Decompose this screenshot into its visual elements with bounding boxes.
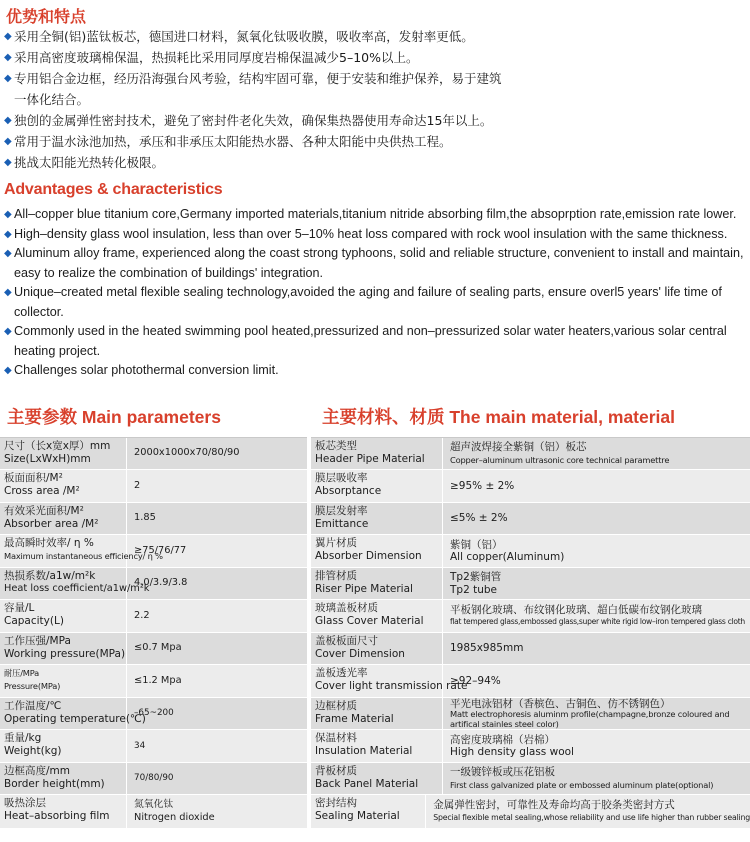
- param-label: 工作温度/℃ Operating temperature(℃): [0, 698, 127, 729]
- param-value: 2000x1000x70/80/90: [134, 447, 240, 459]
- diamond-bullet-icon: ◆: [4, 326, 12, 337]
- table-row: [311, 535, 750, 568]
- materials-table: [311, 437, 750, 829]
- table-row: [0, 535, 307, 568]
- material-label: 板芯类型 Header Pipe Material: [311, 438, 443, 469]
- param-label: 板面面积/M² Cross area /M²: [0, 470, 127, 502]
- diamond-bullet-icon: ◆: [4, 287, 12, 298]
- material-value: 超声波焊接全紫铜（铝）板芯 Copper–aluminum ultrasonic core technical paramettre: [450, 441, 670, 465]
- material-label: 排管材质 Riser Pipe Material: [311, 568, 443, 599]
- table-row: [311, 438, 750, 470]
- material-value: 平光电泳铝材（香槟色、古铜色、仿不锈钢色） Matt electrophoresis aluminm profile(champagne,bronze coloured and artifical stainles steel color): [450, 697, 730, 729]
- param-value: ≤0.7 Mpa: [134, 642, 182, 654]
- table-row: [311, 730, 750, 763]
- table-row: [0, 503, 307, 535]
- material-value: 高密度玻璃棉（岩棉） High density glass wool: [450, 733, 574, 758]
- material-label: 翼片材质 Absorber Dimension: [311, 535, 443, 567]
- table-row: [0, 698, 307, 730]
- diamond-bullet-icon: ◆: [4, 228, 12, 240]
- list-item: ◆ 采用全铜(铝)蓝钛板芯，德国进口材料，氮氧化钛吸收膜，吸收率高，发射率更低。: [3, 26, 748, 47]
- params-section-title: 主要参数 Main parameters: [7, 407, 221, 427]
- table-row: [0, 633, 307, 665]
- list-item: ◆ 独创的金属弹性密封技术，避免了密封件老化失效，确保集热器使用寿命达15年以上。: [3, 110, 748, 131]
- material-label: 盖板板面尺寸 Cover Dimension: [311, 633, 443, 664]
- material-value: 金属弹性密封，可靠性及寿命均高于胶条类密封方式 Special flexible metal sealing,whose reliability and use life higher than rubber sealing: [433, 799, 750, 822]
- diamond-bullet-icon: ◆: [4, 209, 12, 220]
- material-value: 平板钢化玻璃、布纹钢化玻璃、超白低碳布纹钢化玻璃 flat tempered glass,embossed glass,super white rigid low–iron tempered glass cloth: [450, 603, 745, 626]
- table-row: [0, 600, 307, 633]
- material-label: 密封结构 Sealing Material: [311, 795, 426, 828]
- list-item: ◆ 常用于温水泳池加热，承压和非承压太阳能热水器、各种太阳能中央供热工程。: [3, 131, 748, 152]
- list-item: ◆ All–copper blue titanium core,Germany imported materials,titanium nitride absorbing film,the absoprption rate,emission rate lower.: [3, 205, 749, 225]
- en-feature-list: [3, 205, 749, 381]
- table-row: [311, 568, 750, 600]
- list-item: ◆ 采用高密度玻璃棉保温，热损耗比采用同厚度岩棉保温减少5–10%以上。: [3, 47, 748, 68]
- table-row: [0, 763, 307, 795]
- param-value: 2.2: [134, 609, 150, 621]
- cn-feature-list: [3, 26, 748, 173]
- param-label: 热损系数/a1w/m²k Heat loss coefficient/a1w/m²k: [0, 568, 127, 599]
- param-label: 容量/L Capacity(L): [0, 600, 127, 632]
- param-value: 70/80/90: [134, 773, 174, 784]
- param-value: 1.85: [134, 512, 156, 524]
- table-row: [0, 665, 307, 698]
- table-row: [0, 568, 307, 600]
- diamond-bullet-icon: ◆: [4, 115, 12, 126]
- diamond-bullet-icon: ◆: [4, 157, 12, 168]
- table-row: [311, 665, 750, 698]
- param-label: 工作压强/MPa Working pressure(MPa): [0, 633, 127, 664]
- param-value: 氮氧化钛 Nitrogen dioxide: [134, 799, 215, 823]
- material-label: 边框材质 Frame Material: [311, 698, 443, 729]
- list-item: ◆ Unique–created metal flexible sealing technology,avoided the aging and failure of sealing parts, ensure overl5 years' life time of collector.: [4, 285, 722, 319]
- material-value: ≥92–94%: [450, 674, 501, 687]
- param-label: 边框高度/mm Border height(mm): [0, 763, 127, 794]
- material-label: 保温材料 Insulation Material: [311, 730, 443, 762]
- material-value: Tp2紫铜管 Tp2 tube: [450, 571, 502, 596]
- param-value: –65~200: [134, 708, 174, 719]
- material-label: 玻璃盖板材质 Glass Cover Material: [311, 600, 443, 632]
- material-label: 背板材质 Back Panel Material: [311, 763, 443, 794]
- list-item: ◆ High–density glass wool insulation, less than over 5–10% heat loss compared with rock wool insulation with the same thickness.: [3, 225, 749, 245]
- material-value: 1985x985mm: [450, 642, 524, 655]
- param-value: 34: [134, 740, 146, 751]
- params-table: [0, 437, 307, 829]
- material-value: 紫铜（铝） All copper(Aluminum): [450, 538, 565, 563]
- material-value: ≥95% ± 2%: [450, 479, 515, 492]
- param-value: ≤1.2 Mpa: [134, 674, 182, 686]
- table-row: [311, 600, 750, 633]
- material-label: 膜层发射率 Emittance: [311, 503, 443, 534]
- materials-section-title: 主要材料、材质 The main material, material: [322, 407, 676, 427]
- param-value: 2: [134, 479, 141, 491]
- table-row: [311, 763, 750, 795]
- list-item: ◆ 挑战太阳能光热转化极限。: [3, 152, 748, 173]
- param-value: ≥75/76/77: [134, 544, 187, 556]
- material-label: 膜层吸收率 Absorptance: [311, 470, 443, 502]
- param-label: 吸热涂层 Heat–absorbing film: [0, 795, 127, 828]
- cn-section-title: 优势和特点: [6, 9, 87, 26]
- param-value: 4.0/3.9/3.8: [134, 577, 188, 589]
- table-row: [0, 795, 307, 829]
- diamond-bullet-icon: ◆: [4, 31, 12, 42]
- list-item: ◆ Challenges solar photothermal conversion limit.: [3, 361, 749, 381]
- param-label: 最高瞬时效率/ η % Maximum instantaneous efficiency/ η %: [0, 535, 127, 567]
- table-row: [311, 503, 750, 535]
- param-label: 有效采光面积/M² Absorber area /M²: [0, 503, 127, 534]
- table-row: [0, 470, 307, 503]
- list-item: ◆ Aluminum alloy frame, experienced along the coast strong typhoons, solid and reliable structure, convenient to install and maintain, easy to realize the combination of buildings' integration.: [4, 246, 744, 280]
- diamond-bullet-icon: ◆: [4, 365, 12, 376]
- param-label: 耐压/MPa Pressure(MPa): [0, 665, 127, 697]
- table-row: [0, 730, 307, 763]
- en-section-title: Advantages & characteristics: [4, 181, 223, 198]
- diamond-bullet-icon: ◆: [4, 136, 12, 147]
- material-value: 一级镀锌板或压花铝板 First class galvanized plate or embossed aluminum plate(optional): [450, 766, 714, 790]
- table-row: [311, 633, 750, 665]
- table-row: [0, 438, 307, 470]
- param-label: 尺寸（长x宽x厚）mm Size(LxWxH)mm: [0, 438, 127, 469]
- diamond-bullet-icon: ◆: [4, 73, 12, 84]
- material-label: 盖板透光率 Cover light transmission rate: [311, 665, 443, 697]
- material-value: ≤5% ± 2%: [450, 512, 508, 525]
- diamond-bullet-icon: ◆: [4, 248, 12, 259]
- table-row: [311, 698, 750, 730]
- list-item: ◆ 专用铝合金边框，经历沿海强台风考验，结构牢固可靠，便于安装和维护保养，易于建筑一体化结合。: [3, 68, 503, 110]
- table-row: [311, 470, 750, 503]
- table-row: [311, 795, 750, 829]
- list-item: ◆ Commonly used in the heated swimming pool heated,pressurized and non–pressurized solar water heaters,various solar central heating project.: [4, 324, 727, 358]
- param-label: 重量/kg Weight(kg): [0, 730, 127, 762]
- diamond-bullet-icon: ◆: [4, 52, 12, 63]
